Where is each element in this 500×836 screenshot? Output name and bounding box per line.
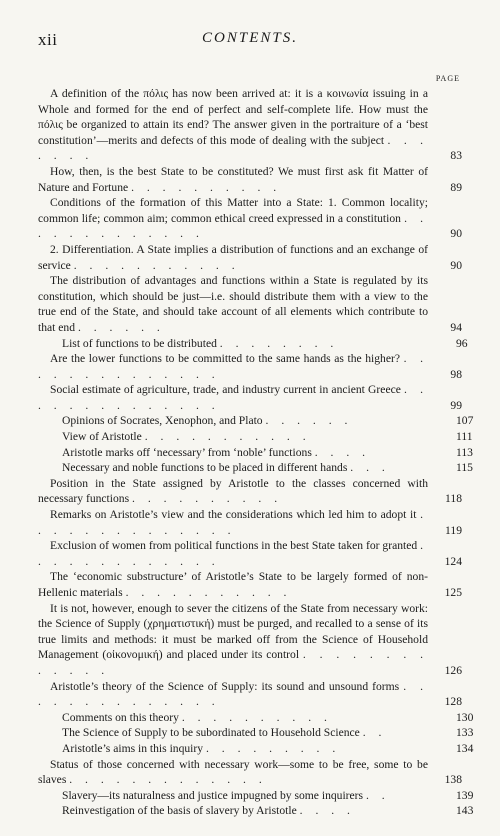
toc-entry bbox=[38, 242, 462, 273]
toc-entry-text: A definition of the πόλις has now been arrived at: it is a κοινωνία issuing in a Whole and formed for the end of perfect and self-complete life. How must the πόλις be organized to attain its end? The answer given in the portraiture of a ‘best constitution’—merits and defects of this mode of dealing with the subject bbox=[38, 87, 428, 147]
toc-entry-text: Aristotle marks off ‘necessary’ from ‘noble’ functions bbox=[62, 445, 312, 459]
dot-leaders: . . . . . . . . . . . bbox=[125, 586, 292, 599]
toc-entry-page: 111 bbox=[456, 430, 473, 444]
page-number: xii bbox=[38, 30, 58, 49]
toc-entry-page: 138 bbox=[444, 773, 462, 787]
dot-leaders: . . . . . . . . . . . bbox=[144, 430, 311, 444]
toc-entry bbox=[38, 336, 468, 352]
running-title: CONTENTS. bbox=[202, 30, 298, 46]
dot-leaders: . . . . . . . . bbox=[219, 336, 339, 350]
toc-entry-text: Reinvestigation of the basis of slavery by Aristotle bbox=[62, 804, 297, 818]
toc-entry-page: 139 bbox=[456, 788, 474, 802]
dot-leaders: . . . . . . . . . . bbox=[131, 180, 282, 194]
toc-entry bbox=[38, 460, 473, 476]
toc-entry-text: Opinions of Socrates, Xenophon, and Plato bbox=[62, 414, 263, 428]
toc-entry-page: 115 bbox=[456, 461, 473, 475]
toc-entry bbox=[38, 601, 462, 679]
toc-entry-page: 130 bbox=[456, 710, 474, 724]
toc-entry-text: The distribution of advantages and functions within a State is regulated by its constitution, which should be just—i.e. should distribute them with a view to the true end of the State, and should take account of all elements which contribute to that end bbox=[38, 274, 428, 334]
toc-entry-page: 118 bbox=[445, 492, 462, 506]
toc-entry-text: List of functions to be distributed bbox=[62, 336, 217, 350]
dot-leaders: . . . . . . . . . . . . . . bbox=[38, 352, 429, 381]
toc-entry bbox=[38, 507, 462, 538]
toc-entry-page: 96 bbox=[456, 336, 468, 350]
toc-entry bbox=[38, 757, 462, 788]
toc-entry bbox=[38, 429, 473, 445]
toc-entry-text: How, then, is the best State to be constituted? We must first ask fit Matter of Nature and Fortune bbox=[38, 164, 428, 194]
toc-entry-text: 2. Differentiation. A State implies a distribution of functions and an exchange of service bbox=[38, 242, 428, 272]
toc-entry-text: Aristotle’s aims in this inquiry bbox=[62, 741, 204, 755]
dot-leaders: . . . . . . . . . . . bbox=[73, 258, 240, 272]
toc-entry-page: 107 bbox=[456, 414, 474, 428]
toc-entry-text: Position in the State assigned by Aristotle to the classes concerned with necessary functions bbox=[38, 476, 428, 506]
toc-entry bbox=[38, 86, 462, 164]
toc-entry bbox=[38, 538, 462, 569]
toc-entry bbox=[38, 803, 474, 819]
toc-entry-page: 98 bbox=[450, 367, 462, 381]
toc-entry-text: Status of those concerned with necessary work—some to be free, some to be slaves bbox=[38, 757, 428, 787]
dot-leaders: . . . . . . . . . . bbox=[181, 710, 332, 724]
dot-leaders: . . . . . . . . . . bbox=[132, 492, 283, 506]
page-column-label: PAGE bbox=[435, 74, 460, 83]
toc-entry bbox=[38, 476, 462, 507]
contents-list bbox=[38, 86, 474, 819]
running-header bbox=[38, 30, 462, 54]
toc-entry-page: 125 bbox=[444, 586, 462, 599]
dot-leaders: . . . . bbox=[299, 804, 355, 818]
dot-leaders: . . . bbox=[350, 461, 390, 475]
toc-entry-page: 94 bbox=[450, 320, 462, 334]
toc-entry-text: Remarks on Aristotle’s view and the considerations which led him to adopt it bbox=[50, 508, 417, 522]
toc-entry-text: Conditions of the formation of this Matter into a State: 1. Common locality; common life; common aim; common ethical creed expressed in a constitution bbox=[38, 196, 428, 225]
toc-entry-page: 126 bbox=[444, 663, 462, 677]
toc-entry-page: 143 bbox=[456, 804, 474, 818]
toc-entry-text: Social estimate of agriculture, trade, and industry current in ancient Greece bbox=[50, 383, 401, 397]
toc-entry-page: 83 bbox=[450, 149, 462, 163]
toc-entry bbox=[38, 679, 462, 710]
dot-leaders: . . . . . . . . . . . . . . bbox=[38, 383, 428, 412]
dot-leaders: . . bbox=[362, 726, 387, 740]
dot-leaders: . . . . . . bbox=[265, 414, 353, 428]
dot-leaders: . . . . . . . . . bbox=[205, 741, 341, 755]
dot-leaders: . . . . . . . . . . . . . bbox=[69, 773, 267, 787]
toc-entry-text: Are the lower functions to be committed to the same hands as the higher? bbox=[50, 352, 400, 366]
toc-entry-page: 90 bbox=[450, 227, 462, 241]
toc-entry bbox=[38, 382, 462, 413]
toc-entry-page: 89 bbox=[450, 180, 462, 194]
toc-entry-page: 133 bbox=[456, 726, 474, 740]
toc-entry-page: 90 bbox=[450, 258, 462, 272]
toc-entry-page: 134 bbox=[456, 741, 474, 755]
toc-entry bbox=[38, 725, 474, 741]
toc-entry bbox=[38, 413, 474, 429]
toc-entry-text: Necessary and noble functions to be placed in different hands bbox=[62, 461, 348, 475]
toc-entry-text: View of Aristotle bbox=[62, 430, 142, 444]
toc-entry-text: Aristotle’s theory of the Science of Supply: its sound and unsound forms bbox=[50, 679, 400, 693]
toc-entry-page: 119 bbox=[445, 523, 462, 537]
toc-entry bbox=[38, 273, 462, 335]
dot-leaders: . . . . . . . . . . . . . bbox=[38, 648, 428, 677]
toc-entry bbox=[38, 195, 462, 242]
dot-leaders: . . . . . . . bbox=[38, 133, 428, 163]
dot-leaders: . . . . . . . . . . . . . bbox=[38, 211, 428, 241]
toc-entry-text: The Science of Supply to be subordinated to Household Science bbox=[62, 726, 360, 740]
toc-entry bbox=[38, 445, 473, 461]
toc-entry-text: Exclusion of women from political functions in the best State taken for granted bbox=[50, 539, 418, 553]
toc-entry-page: 113 bbox=[456, 445, 473, 459]
toc-entry bbox=[38, 164, 462, 195]
toc-entry-text: The ‘economic substructure’ of Aristotle’s State to be largely formed of non-Hellenic materials bbox=[38, 570, 428, 599]
dot-leaders: . . bbox=[365, 788, 390, 802]
dot-leaders: . . . . bbox=[314, 445, 371, 459]
toc-entry-page: 99 bbox=[450, 398, 462, 412]
dot-leaders: . . . . . . . . . . . . . . bbox=[38, 679, 428, 709]
toc-entry-text: It is not, however, enough to sever the citizens of the State from necessary work: the Science of Supply (χρηματιστική) must be purged, and recalled to a sense of its true limits and methods: it must be marked off from the Science of Household Management (οἰκονομική) and placed under its control bbox=[38, 601, 428, 662]
dot-leaders: . . . . . . . . . . . . . bbox=[38, 539, 429, 568]
toc-entry bbox=[38, 710, 474, 726]
dot-leaders: . . . . . . . . . . . . . . bbox=[38, 508, 428, 537]
toc-entry-text: Slavery—its naturalness and justice impugned by some inquirers bbox=[62, 788, 364, 802]
toc-entry-text: Comments on this theory bbox=[62, 710, 179, 724]
dot-leaders: . . . . . . bbox=[77, 320, 165, 334]
toc-entry-page: 124 bbox=[444, 554, 462, 568]
toc-entry bbox=[38, 351, 462, 382]
toc-entry-page: 128 bbox=[444, 695, 462, 709]
toc-entry bbox=[38, 741, 474, 757]
toc-entry bbox=[38, 788, 474, 804]
toc-entry bbox=[38, 569, 462, 600]
